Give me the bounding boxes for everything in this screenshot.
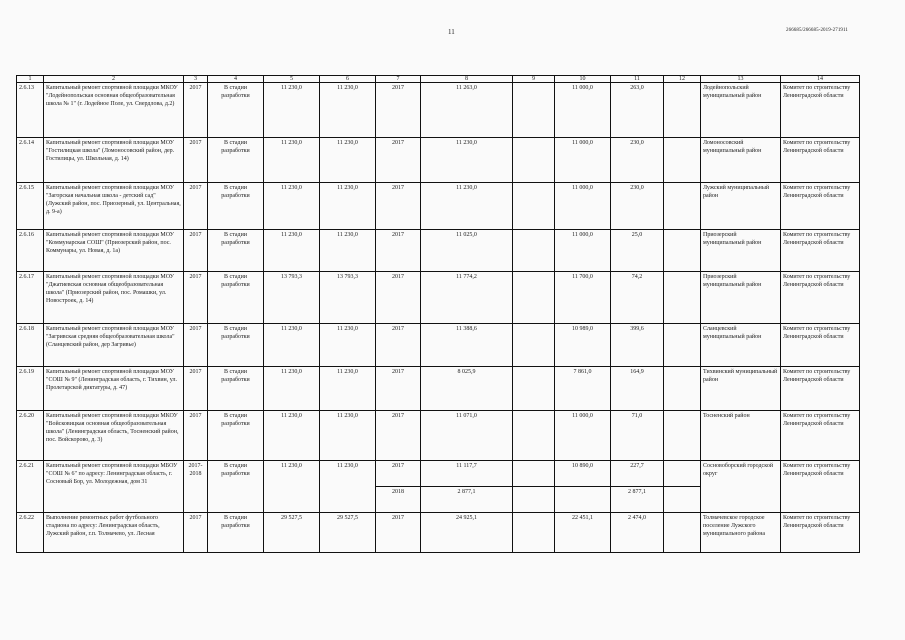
column-header: 4 — [208, 76, 264, 83]
total-funding: 11 025,0 — [421, 230, 513, 272]
municipality: Сланцевский муниципальный район — [701, 324, 781, 367]
responsible-agency: Комитет по строительству Ленинградской области — [781, 461, 860, 513]
table-row — [17, 230, 860, 272]
estimated-cost: 11 230,0 — [264, 411, 320, 461]
remaining-cost: 29 527,5 — [320, 513, 376, 553]
table-header-row — [17, 76, 860, 83]
regional-funding: 10 989,0 — [555, 324, 611, 367]
federal-funding — [513, 230, 555, 272]
funding-year: 2017 — [376, 230, 421, 272]
row-number: 2.6.20 — [17, 411, 44, 461]
municipality: Лодейнопольский муниципальный район — [701, 83, 781, 138]
table-row — [17, 272, 860, 324]
total-funding: 2 877,1 — [421, 487, 513, 513]
program-table — [16, 75, 860, 553]
responsible-agency: Комитет по строительству Ленинградской области — [781, 367, 860, 411]
construction-year: 2017 — [184, 367, 208, 411]
regional-funding: 11 000,0 — [555, 183, 611, 230]
other-funding — [664, 513, 701, 553]
other-funding — [664, 183, 701, 230]
construction-year: 2017 — [184, 230, 208, 272]
other-funding — [664, 230, 701, 272]
row-number: 2.6.17 — [17, 272, 44, 324]
regional-funding: 11 000,0 — [555, 230, 611, 272]
table-row — [17, 513, 860, 553]
object-name: Капитальный ремонт спортивной площадки МОУ "Загривская средняя общеобразовательная школа" (Сланцевский район, дер Загривье) — [44, 324, 184, 367]
federal-funding — [513, 272, 555, 324]
federal-funding — [513, 83, 555, 138]
table-row — [17, 138, 860, 183]
federal-funding — [513, 461, 555, 487]
construction-year: 2017 — [184, 324, 208, 367]
municipality: Тосненский район — [701, 411, 781, 461]
local-funding: 230,0 — [611, 138, 664, 183]
object-name: Капитальный ремонт спортивной площадки МОУ "СОШ № 9" (Ленинградская область, г. Тихвин, ул. Пролетарской диктатуры, д. 47) — [44, 367, 184, 411]
page-number: 11 — [448, 28, 455, 36]
local-funding: 2 877,1 — [611, 487, 664, 513]
total-funding: 8 025,9 — [421, 367, 513, 411]
local-funding: 164,9 — [611, 367, 664, 411]
regional-funding: 11 000,0 — [555, 83, 611, 138]
column-header: 6 — [320, 76, 376, 83]
other-funding — [664, 83, 701, 138]
remaining-cost: 11 230,0 — [320, 138, 376, 183]
local-funding: 399,6 — [611, 324, 664, 367]
project-stage: В стадии разработки — [208, 138, 264, 183]
other-funding — [664, 272, 701, 324]
other-funding — [664, 487, 701, 513]
construction-year: 2017 — [184, 83, 208, 138]
construction-year: 2017-2018 — [184, 461, 208, 513]
municipality: Тихвинский муниципальный район — [701, 367, 781, 411]
column-header: 1 — [17, 76, 44, 83]
responsible-agency: Комитет по строительству Ленинградской области — [781, 272, 860, 324]
total-funding: 11 774,2 — [421, 272, 513, 324]
column-header: 13 — [701, 76, 781, 83]
total-funding: 11 230,0 — [421, 183, 513, 230]
estimated-cost: 11 230,0 — [264, 230, 320, 272]
municipality: Приозерский муниципальный район — [701, 230, 781, 272]
local-funding: 2 474,0 — [611, 513, 664, 553]
regional-funding: 11 000,0 — [555, 411, 611, 461]
row-number: 2.6.14 — [17, 138, 44, 183]
table-row — [17, 461, 860, 487]
other-funding — [664, 138, 701, 183]
object-name: Капитальный ремонт спортивной площадки МОУ "Загорская начальная школа - детский сад" (Лужский район, пос. Приозерный, ул. Центральная, д. 9-а) — [44, 183, 184, 230]
total-funding: 11 263,0 — [421, 83, 513, 138]
project-stage: В стадии разработки — [208, 367, 264, 411]
project-stage: В стадии разработки — [208, 411, 264, 461]
responsible-agency: Комитет по строительству Ленинградской области — [781, 324, 860, 367]
municipality: Лужский муниципальный район — [701, 183, 781, 230]
row-number: 2.6.22 — [17, 513, 44, 553]
regional-funding: 22 451,1 — [555, 513, 611, 553]
table-row — [17, 83, 860, 138]
funding-year: 2017 — [376, 461, 421, 487]
responsible-agency: Комитет по строительству Ленинградской области — [781, 411, 860, 461]
project-stage: В стадии разработки — [208, 324, 264, 367]
estimated-cost: 11 230,0 — [264, 183, 320, 230]
federal-funding — [513, 183, 555, 230]
column-header: 11 — [611, 76, 664, 83]
funding-year: 2017 — [376, 324, 421, 367]
regional-funding: 11 700,0 — [555, 272, 611, 324]
object-name: Капитальный ремонт спортивной площадки МОУ "Коммунарская СОШ" (Приозерский район, пос. Коммунары, ул. Новая, д. 1а) — [44, 230, 184, 272]
object-name: Капитальный ремонт спортивной площадки МОУ "Гостилицкая школа" (Ломоносовский район, дер. Гостилицы, ул. Школьная, д. 14) — [44, 138, 184, 183]
object-name: Выполнение ремонтных работ футбольного стадиона по адресу: Ленинградская область, Лужский район, г.п. Толмачево, ул. Лесная — [44, 513, 184, 553]
federal-funding — [513, 324, 555, 367]
project-stage: В стадии разработки — [208, 461, 264, 513]
object-name: Капитальный ремонт спортивной площадки МБОУ "СОШ № 6" по адресу: Ленинградская область, г. Сосновый Бор, ул. Молодежная, дом 31 — [44, 461, 184, 513]
other-funding — [664, 324, 701, 367]
project-stage: В стадии разработки — [208, 83, 264, 138]
funding-year: 2017 — [376, 83, 421, 138]
estimated-cost: 13 793,3 — [264, 272, 320, 324]
funding-year: 2017 — [376, 367, 421, 411]
funding-year: 2017 — [376, 183, 421, 230]
row-number: 2.6.15 — [17, 183, 44, 230]
column-header: 5 — [264, 76, 320, 83]
table-row — [17, 367, 860, 411]
project-stage: В стадии разработки — [208, 230, 264, 272]
column-header: 10 — [555, 76, 611, 83]
other-funding — [664, 461, 701, 487]
column-header: 7 — [376, 76, 421, 83]
federal-funding — [513, 487, 555, 513]
row-number: 2.6.18 — [17, 324, 44, 367]
project-stage: В стадии разработки — [208, 183, 264, 230]
column-header: 12 — [664, 76, 701, 83]
regional-funding — [555, 487, 611, 513]
estimated-cost: 11 230,0 — [264, 324, 320, 367]
local-funding: 25,0 — [611, 230, 664, 272]
row-number: 2.6.21 — [17, 461, 44, 513]
table-row — [17, 183, 860, 230]
project-stage: В стадии разработки — [208, 272, 264, 324]
estimated-cost: 29 527,5 — [264, 513, 320, 553]
construction-year: 2017 — [184, 272, 208, 324]
total-funding: 24 925,1 — [421, 513, 513, 553]
municipality: Приозерский муниципальный район — [701, 272, 781, 324]
total-funding: 11 388,6 — [421, 324, 513, 367]
remaining-cost: 11 230,0 — [320, 324, 376, 367]
remaining-cost: 11 230,0 — [320, 83, 376, 138]
federal-funding — [513, 411, 555, 461]
responsible-agency: Комитет по строительству Ленинградской области — [781, 230, 860, 272]
column-header: 9 — [513, 76, 555, 83]
municipality: Сосновоборский городской округ — [701, 461, 781, 513]
column-header: 14 — [781, 76, 860, 83]
estimated-cost: 11 230,0 — [264, 461, 320, 513]
remaining-cost: 13 793,3 — [320, 272, 376, 324]
funding-year: 2017 — [376, 411, 421, 461]
object-name: Капитальный ремонт спортивной площадки МОУ "Джатиевская основная общеобразовательная школа" (Приозерский район, пос. Ромашки, ул. Новостроек, д. 14) — [44, 272, 184, 324]
responsible-agency: Комитет по строительству Ленинградской области — [781, 138, 860, 183]
remaining-cost: 11 230,0 — [320, 230, 376, 272]
estimated-cost: 11 230,0 — [264, 138, 320, 183]
table-row — [17, 324, 860, 367]
municipality: Ломоносовский муниципальный район — [701, 138, 781, 183]
object-name: Капитальный ремонт спортивной площадки МКОУ "Лодейнопольская основная общеобразовательная школа № 1" (г. Лодейное Поле, ул. Свердлова, д.2) — [44, 83, 184, 138]
remaining-cost: 11 230,0 — [320, 183, 376, 230]
funding-year: 2018 — [376, 487, 421, 513]
construction-year: 2017 — [184, 138, 208, 183]
regional-funding: 7 861,0 — [555, 367, 611, 411]
other-funding — [664, 411, 701, 461]
row-number: 2.6.13 — [17, 83, 44, 138]
local-funding: 263,0 — [611, 83, 664, 138]
table-row — [17, 411, 860, 461]
responsible-agency: Комитет по строительству Ленинградской области — [781, 83, 860, 138]
document-code: 266685/266685-2019-271911 — [786, 28, 849, 33]
regional-funding: 10 890,0 — [555, 461, 611, 487]
construction-year: 2017 — [184, 411, 208, 461]
project-stage: В стадии разработки — [208, 513, 264, 553]
row-number: 2.6.19 — [17, 367, 44, 411]
regional-funding: 11 000,0 — [555, 138, 611, 183]
local-funding: 74,2 — [611, 272, 664, 324]
remaining-cost: 11 230,0 — [320, 461, 376, 513]
column-header: 8 — [421, 76, 513, 83]
remaining-cost: 11 230,0 — [320, 411, 376, 461]
federal-funding — [513, 138, 555, 183]
estimated-cost: 11 230,0 — [264, 83, 320, 138]
funding-year: 2017 — [376, 513, 421, 553]
remaining-cost: 11 230,0 — [320, 367, 376, 411]
municipality: Толмачевское городское поселение Лужского муниципального района — [701, 513, 781, 553]
funding-year: 2017 — [376, 138, 421, 183]
object-name: Капитальный ремонт спортивной площадки МКОУ "Войсковицкая основная общеобразовательная школа" (Ленинградская область, Тосненский район, пос. Войскорово, д. 3) — [44, 411, 184, 461]
local-funding: 230,0 — [611, 183, 664, 230]
construction-year: 2017 — [184, 513, 208, 553]
responsible-agency: Комитет по строительству Ленинградской области — [781, 513, 860, 553]
responsible-agency: Комитет по строительству Ленинградской области — [781, 183, 860, 230]
column-header: 2 — [44, 76, 184, 83]
total-funding: 11 117,7 — [421, 461, 513, 487]
local-funding: 227,7 — [611, 461, 664, 487]
total-funding: 11 071,0 — [421, 411, 513, 461]
total-funding: 11 230,0 — [421, 138, 513, 183]
local-funding: 71,0 — [611, 411, 664, 461]
estimated-cost: 11 230,0 — [264, 367, 320, 411]
column-header: 3 — [184, 76, 208, 83]
row-number: 2.6.16 — [17, 230, 44, 272]
construction-year: 2017 — [184, 183, 208, 230]
federal-funding — [513, 367, 555, 411]
other-funding — [664, 367, 701, 411]
federal-funding — [513, 513, 555, 553]
funding-year: 2017 — [376, 272, 421, 324]
